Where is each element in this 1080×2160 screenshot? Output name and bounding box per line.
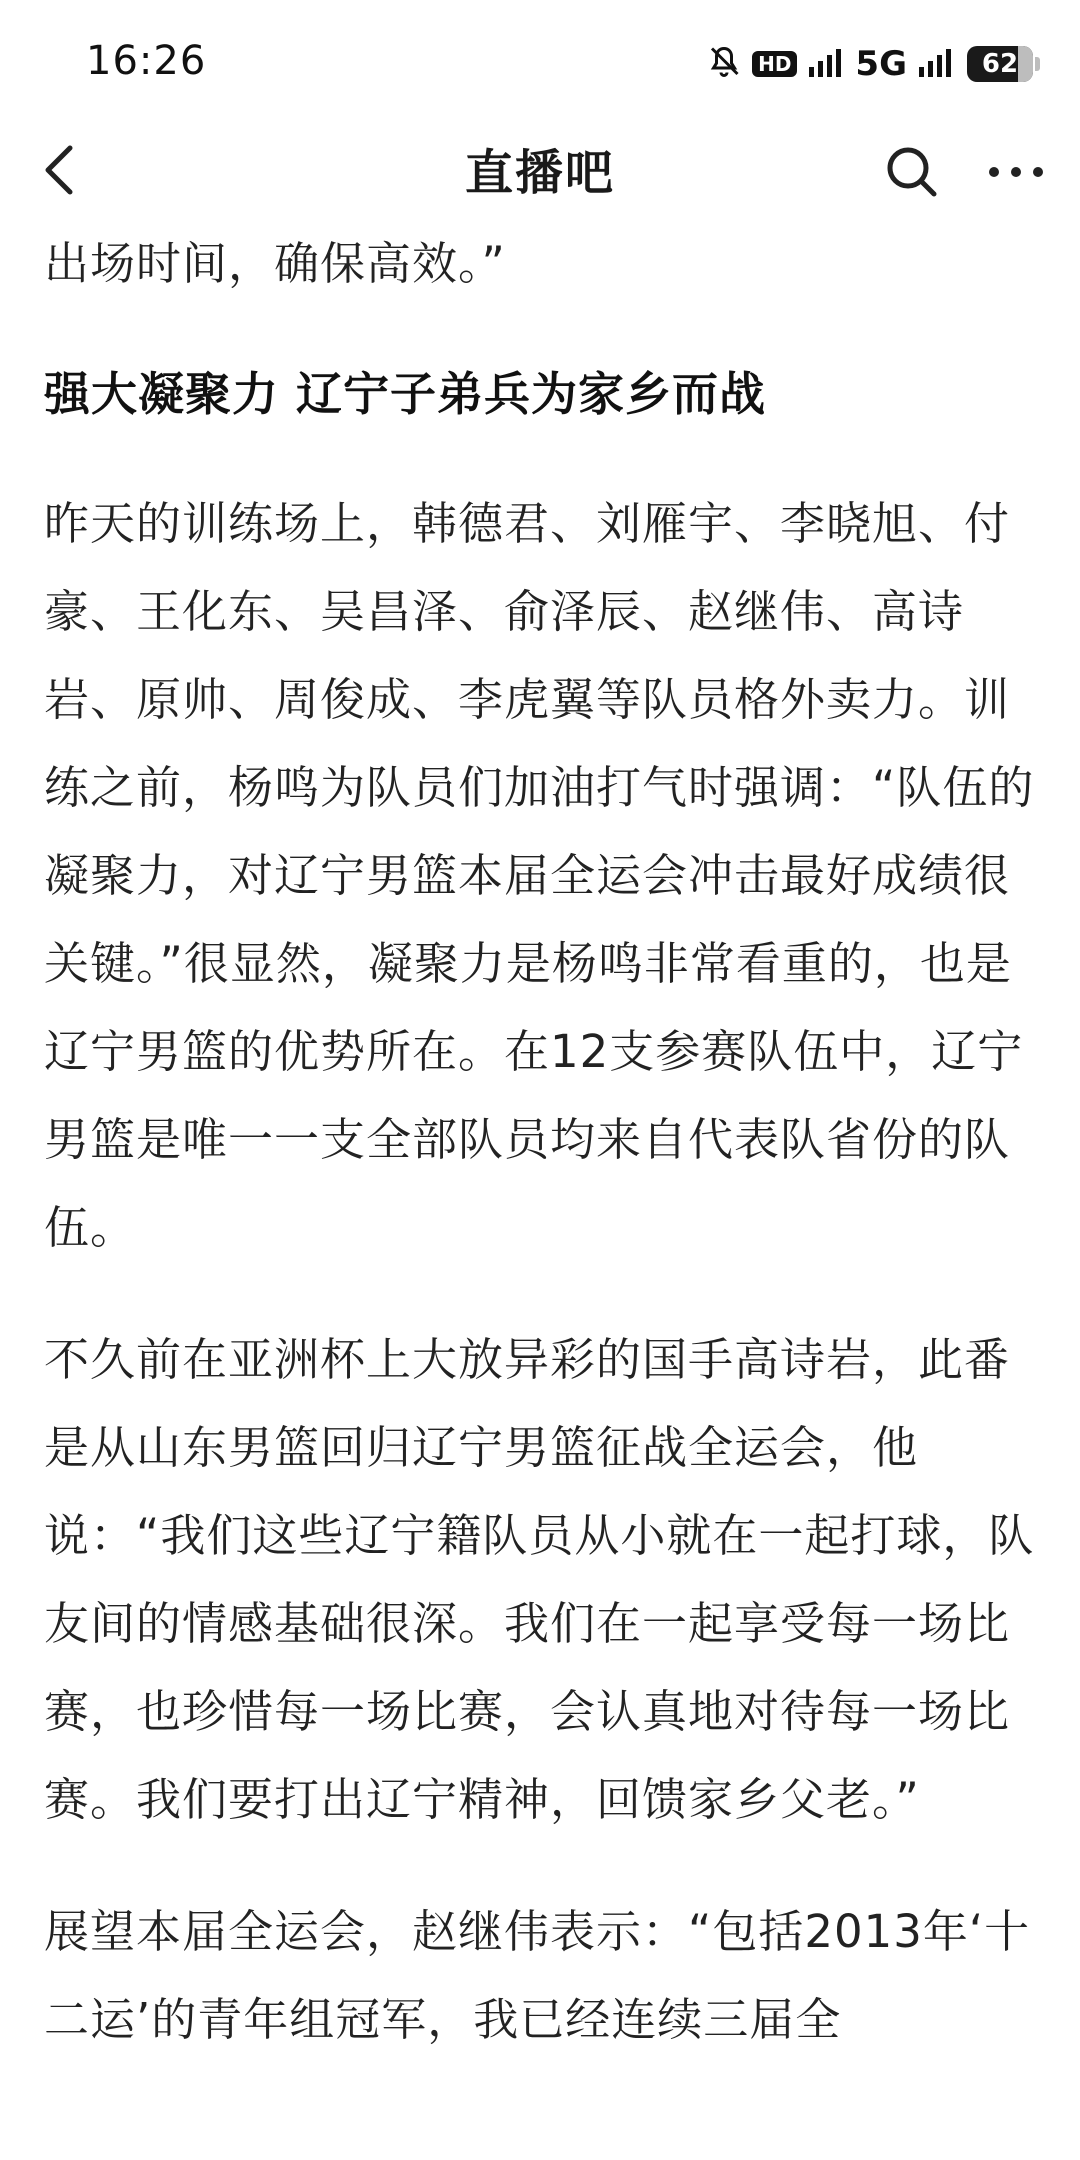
page-title: 直播吧 — [464, 145, 615, 201]
battery-level: 62 — [981, 49, 1019, 79]
article-subheading: 强大凝聚力 辽宁子弟兵为家乡而战 — [44, 367, 767, 421]
battery-icon — [967, 46, 1033, 82]
more-button[interactable] — [980, 140, 1052, 204]
status-icons — [706, 44, 1040, 84]
hd-icon: HD — [752, 51, 797, 77]
search-button[interactable] — [880, 140, 944, 204]
status-time: 16:26 — [86, 38, 207, 84]
more-icon — [986, 164, 1046, 180]
article-paragraph: 昨天的训练场上，韩德君、刘雁宇、李晓旭、付豪、王化东、吴昌泽、俞泽辰、赵继伟、高诗岩、原帅、周俊成、李虎翼等队员格外卖力。训练之前，杨鸣为队员们加油打气时强调：“队伍的凝聚力，对辽宁男篮本届全运会冲击最好成绩很关键。”很显然，凝聚力是杨鸣非常看重的，也是辽宁男篮的优势所在。在12支参赛队伍中，辽宁男篮是唯一一支全部队员均来自代表队省份的队伍。 — [44, 497, 1035, 1254]
search-icon — [884, 144, 940, 200]
top-nav-bar — [0, 120, 1080, 220]
mute-icon — [706, 44, 742, 84]
battery-cap — [1035, 57, 1040, 71]
article-body — [44, 220, 1036, 2064]
signal-icon — [807, 45, 847, 83]
network-type: 5G — [855, 44, 907, 84]
article-paragraph: 展望本届全运会，赵继伟表示：“包括2013年‘十二运’的青年组冠军，我已经连续三届全 — [44, 1905, 1031, 2046]
signal-icon — [917, 45, 957, 83]
status-bar — [0, 0, 1080, 120]
article-paragraph: 不久前在亚洲杯上大放异彩的国手高诗岩，此番是从山东男篮回归辽宁男篮征战全运会，他说：“我们这些辽宁籍队员从小就在一起打球，队友间的情感基础很深。我们在一起享受每一场比赛，也珍惜每一场比赛，会认真地对待每一场比赛。我们要打出辽宁精神，回馈家乡父老。” — [44, 1333, 1035, 1826]
article-fragment: 出场时间，确保高效。” — [44, 237, 506, 290]
